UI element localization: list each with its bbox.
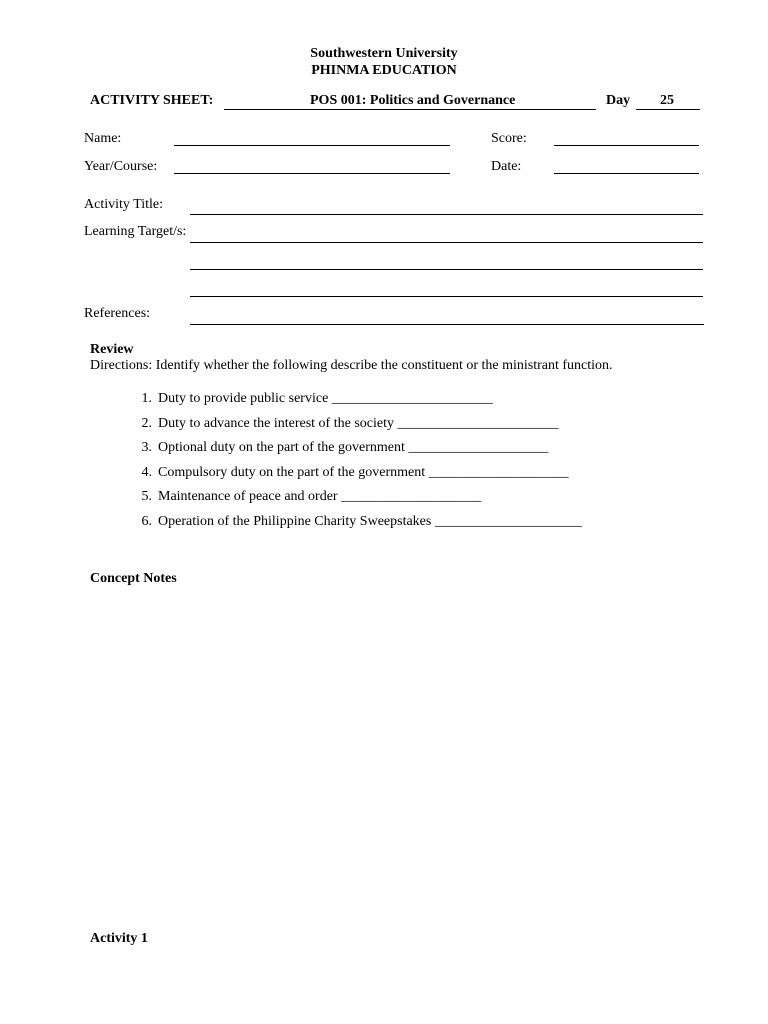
learning-targets-field-2[interactable] — [190, 269, 703, 270]
day-value: 25 — [660, 93, 674, 108]
item-text: Duty to provide public service — [158, 391, 329, 406]
day-underline — [636, 109, 700, 110]
item-number: 2. — [141, 416, 152, 431]
item-number: 6. — [141, 514, 152, 529]
activity-sheet-label: ACTIVITY SHEET: — [90, 93, 214, 108]
name-label: Name: — [84, 131, 122, 146]
review-directions: Directions: Identify whether the following describe the constituent or the ministrant function. — [90, 358, 613, 373]
course-underline — [224, 109, 596, 110]
references-field[interactable] — [190, 324, 704, 325]
day-label: Day — [606, 93, 631, 108]
university-name: Southwestern University — [310, 46, 458, 61]
score-label: Score: — [491, 131, 527, 146]
course-title: POS 001: Politics and Governance — [310, 93, 516, 108]
name-field[interactable] — [174, 145, 450, 146]
item-number: 3. — [141, 440, 152, 455]
item-text: Optional duty on the part of the government — [158, 440, 405, 455]
answer-blank[interactable]: _____________________ — [434, 514, 582, 529]
answer-blank[interactable]: _______________________ — [397, 416, 559, 431]
date-field[interactable] — [554, 173, 699, 174]
item-number: 4. — [141, 465, 152, 480]
answer-blank[interactable]: ____________________ — [428, 465, 569, 480]
answer-blank[interactable]: _______________________ — [331, 391, 493, 406]
learning-targets-field-3[interactable] — [190, 296, 703, 297]
learning-targets-label: Learning Target/s: — [84, 224, 187, 239]
item-text: Duty to advance the interest of the society — [158, 416, 394, 431]
activity-title-field[interactable] — [190, 214, 703, 215]
answer-blank[interactable]: ____________________ — [408, 440, 549, 455]
references-label: References: — [84, 306, 151, 321]
score-field[interactable] — [554, 145, 699, 146]
item-text: Maintenance of peace and order — [158, 489, 338, 504]
concept-notes-heading: Concept Notes — [90, 571, 177, 586]
review-heading: Review — [90, 342, 134, 357]
item-number: 1. — [141, 391, 152, 406]
activity-1-heading: Activity 1 — [90, 931, 148, 946]
answer-blank[interactable]: ____________________ — [341, 489, 482, 504]
year-course-field[interactable] — [174, 173, 450, 174]
organization-name: PHINMA EDUCATION — [311, 63, 457, 78]
activity-title-label: Activity Title: — [84, 197, 163, 212]
item-text: Compulsory duty on the part of the government — [158, 465, 426, 480]
year-course-label: Year/Course: — [84, 159, 158, 174]
item-number: 5. — [141, 489, 152, 504]
item-text: Operation of the Philippine Charity Sweepstakes — [158, 514, 432, 529]
learning-targets-field-1[interactable] — [190, 242, 703, 243]
date-label: Date: — [491, 159, 522, 174]
